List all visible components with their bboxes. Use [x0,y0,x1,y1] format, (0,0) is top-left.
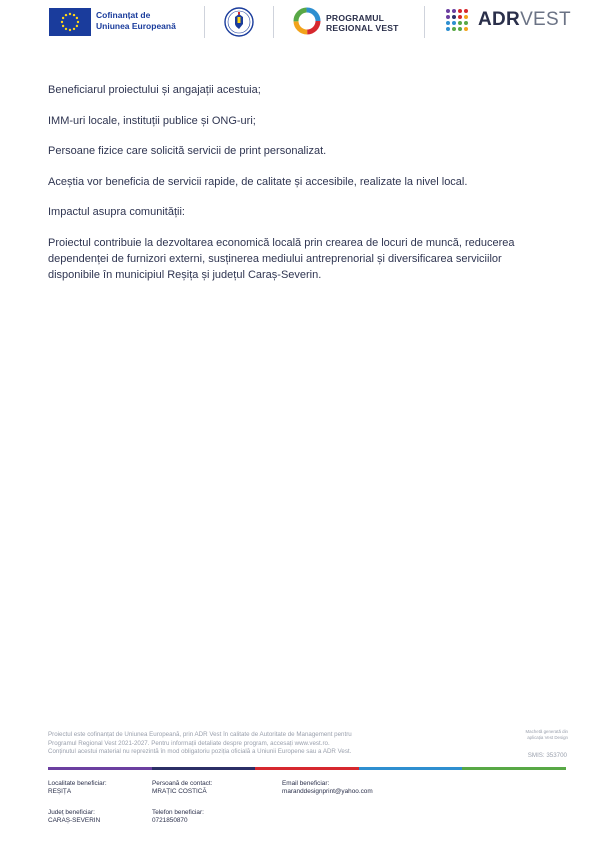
county-label: Județ beneficiar: [48,809,95,816]
paragraph-individuals: Persoane fizice care solicită servicii de print personalizat. [48,145,327,157]
color-bar-segment [48,767,152,770]
locality-field [48,780,107,797]
generated-line2: aplicația Vest Design [527,735,568,740]
contact-field [152,780,212,797]
program-regional-vest-label [326,13,399,33]
adr-vest-wordmark [478,9,571,31]
paragraph-impact-heading: Impactul asupra comunității: [48,206,185,218]
generated-by-note [510,729,568,741]
divider [273,6,274,38]
email-field [282,780,373,797]
disclaimer-line1: Proiectul este cofinanțat de Uniunea Europeană, prin ADR Vest în calitate de Autoritate de Management pentru [48,731,352,738]
header-logos [0,0,613,44]
phone-label: Telefon beneficiar: [152,809,204,816]
paragraph-sme: IMM-uri locale, instituții publice și ONG-uri; [48,114,256,127]
locality-value: REȘIȚA [48,788,72,796]
smis-code: SMIS: 353700 [527,752,567,759]
adr-wordmark-adr: ADR [478,9,521,30]
footer-disclaimer [48,731,468,757]
email-value: maranddesignprint@yahoo.com [282,788,373,796]
contact-value: MRAȚIC COSTICĂ [152,788,207,796]
disclaimer-line3: Conținutul acestui material nu reprezintă în mod obligatoriu poziția oficială a Uniunii Europene sau a ADR Vest. [48,748,352,756]
phone-field [152,809,204,826]
color-bar-segment [152,767,256,770]
divider [424,6,425,38]
adr-wordmark-vest: VEST [520,9,571,30]
paragraph-beneficiaries: Beneficiarul proiectului și angajații acestuia; [48,84,261,96]
divider [204,6,205,38]
document-body [48,82,548,297]
program-label-vest: VEST [375,23,399,33]
eu-cofinanced-label [96,10,176,32]
generated-line1: Machetă generată din [525,729,568,734]
paragraph-impact-description: Proiectul contribuie la dezvoltarea economică locală prin crearea de locuri de muncă, reducerea dependenței de furnizori externi, susținerea mediului antreprenorial și diversificarea serviciilor disponibile în municipiul Reșița și județul Caraș-Severin. [48,236,515,281]
color-bar-segment [359,767,463,770]
locality-label: Localitate beneficiar: [48,780,107,787]
disclaimer-line2: Programul Regional Vest 2021-2027. Pentru informații detaliate despre program, accesați www.vest.ro. [48,739,330,747]
county-value: CARAȘ-SEVERIN [48,817,101,825]
phone-value: 0721850870 [152,817,188,825]
contact-label: Persoană de contact: [152,780,213,787]
footer-color-bar [48,767,566,770]
adr-vest-dots-logo-icon [444,7,472,35]
eu-label-line1: Cofinanțat de [96,10,151,20]
romania-government-crest-icon [224,7,254,37]
program-regional-vest-logo-icon [292,6,322,36]
color-bar-segment [462,767,566,770]
eu-label-line2: Uniunea Europeană [96,21,176,31]
eu-flag-icon [49,8,91,36]
color-bar-segment [255,767,359,770]
email-label: Email beneficiar: [282,780,330,787]
county-field [48,809,100,826]
program-label-line1: PROGRAMUL [326,13,385,23]
paragraph-benefits: Aceștia vor beneficia de servicii rapide, de calitate și accesibile, realizate la nivel local. [48,175,468,188]
program-label-regional: REGIONAL [326,23,376,33]
